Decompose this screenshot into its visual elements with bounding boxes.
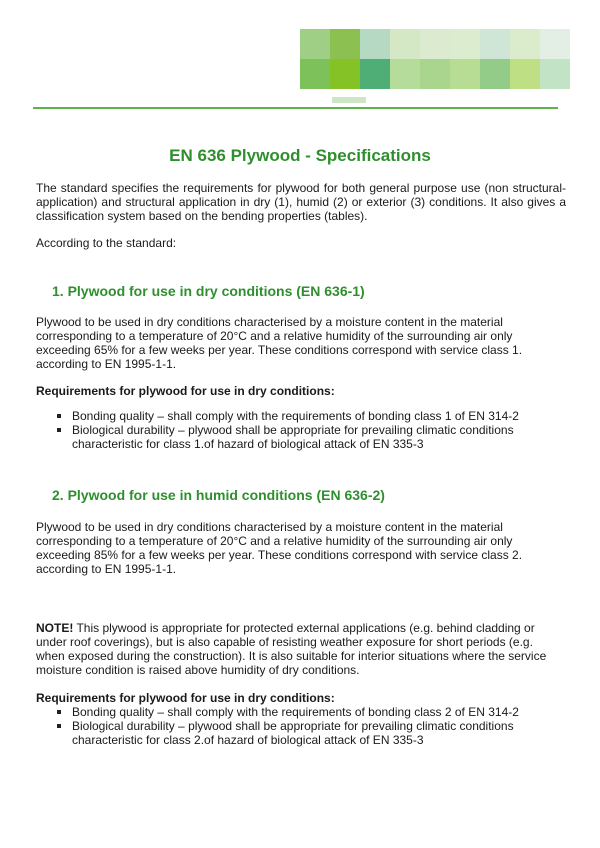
header-decoration: [300, 29, 570, 89]
list-item: Bonding quality – shall comply with the requirements of bonding class 1 of EN 314-2: [56, 409, 556, 423]
section-2-note: [36, 621, 556, 677]
header-tile: [450, 59, 480, 89]
header-tile: [330, 59, 360, 89]
list-item: Bonding quality – shall comply with the requirements of bonding class 2 of EN 314-2: [56, 705, 556, 719]
header-tile: [510, 59, 540, 89]
section-1-body: Plywood to be used in dry conditions characterised by a moisture content in the material corresponding to a temperature of 20°C and a relative humidity of the surrounding air only exceeding 65% for a few weeks per year. These conditions correspond with service class 1. according to EN 1995-1-1.: [36, 315, 523, 371]
note-text: This plywood is appropriate for protected external applications (e.g. behind cladding or under roof coverings), but is also capable of resisting weather exposure for short periods (e.g. when exposed during the construction). It is also suitable for interior situations where the service moisture condition is raised above humidity of dry conditions.: [36, 621, 547, 677]
section-1-requirements-list: [56, 409, 556, 451]
header-tile: [360, 29, 390, 59]
list-item: Biological durability – plywood shall be appropriate for prevailing climatic conditions characteristic for class 2.of hazard of biological attack of EN 335-3: [56, 719, 556, 747]
header-tile: [420, 59, 450, 89]
header-tile: [450, 29, 480, 59]
page-title: EN 636 Plywood - Specifications: [169, 146, 431, 165]
header-tile: [330, 29, 360, 59]
section-2-body: Plywood to be used in dry conditions characterised by a moisture content in the material corresponding to a temperature of 20°C and a relative humidity of the surrounding air only exceeding 85% for a few weeks per year. These conditions correspond with service class 2. according to EN 1995-1-1.: [36, 520, 523, 576]
header-tile: [390, 29, 420, 59]
header-tile: [390, 59, 420, 89]
section-2-heading: 2. Plywood for use in humid conditions (EN 636-2): [52, 487, 385, 503]
header-tile: [510, 29, 540, 59]
note-label: NOTE!: [36, 621, 74, 635]
header-accent-bar: [332, 97, 366, 103]
section-1-heading: 1. Plywood for use in dry conditions (EN 636-1): [52, 283, 365, 299]
header-tile: [300, 59, 330, 89]
header-tile: [360, 59, 390, 89]
header-tile: [540, 59, 570, 89]
according-text: According to the standard:: [36, 236, 177, 250]
header-tile: [300, 29, 330, 59]
section-2-requirements-list: [56, 705, 556, 747]
header-tile: [480, 29, 510, 59]
section-2-requirements-heading: Requirements for plywood for use in dry conditions:: [36, 691, 335, 705]
header-tile: [540, 29, 570, 59]
intro-paragraph: The standard specifies the requirements for plywood for both general purpose use (non structural-application) and structural application in dry (1), humid (2) or exterior (3) conditions. It also gives a classification system based on the bending properties (tables).: [36, 181, 566, 223]
header-rule: [33, 107, 558, 109]
section-1-requirements-heading: Requirements for plywood for use in dry conditions:: [36, 384, 335, 398]
header-tile: [480, 59, 510, 89]
header-tile: [420, 29, 450, 59]
list-item: Biological durability – plywood shall be appropriate for prevailing climatic conditions characteristic for class 1.of hazard of biological attack of EN 335-3: [56, 423, 556, 451]
